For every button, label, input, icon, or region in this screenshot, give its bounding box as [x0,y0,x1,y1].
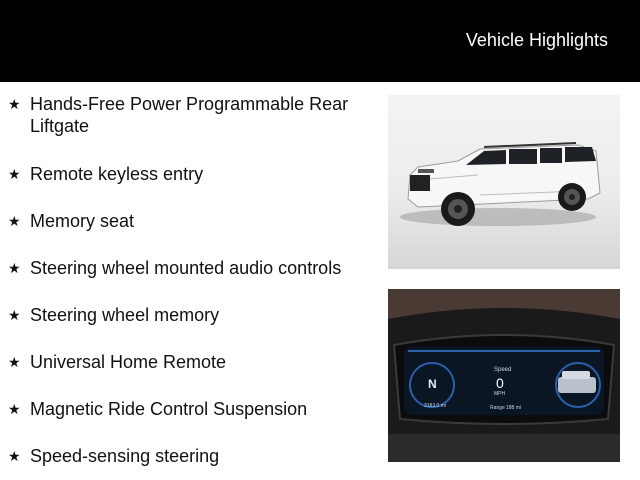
feature-label: Steering wheel memory [30,305,220,325]
star-bullet-icon: ★ [8,401,21,417]
star-bullet-icon: ★ [8,213,21,229]
feature-item [6,257,378,279]
feature-label: Steering wheel mounted audio controls [30,258,342,278]
feature-item [6,163,378,185]
gear-indicator: N [428,377,437,391]
star-bullet-icon: ★ [8,96,21,112]
feature-item [6,351,378,373]
star-bullet-icon: ★ [8,260,21,276]
feature-item [6,210,378,232]
instrument-cluster-photo [388,289,620,462]
instrument-cluster-illustration [388,289,620,462]
range-value: 188 mi [506,405,522,411]
feature-label: Universal Home Remote [30,352,227,372]
feature-item [6,93,378,137]
vehicle-exterior-photo [388,95,620,269]
speed-label: Speed [494,367,512,373]
feature-label: Speed-sensing steering [30,446,220,466]
page-title: Vehicle Highlights [465,30,608,50]
speed-value: 0 [496,375,504,391]
star-bullet-icon: ★ [8,166,21,182]
feature-item [6,445,378,467]
odometer: 3183.0 mi [424,403,446,409]
range-label: Range [490,405,505,411]
feature-label: Memory seat [30,211,135,231]
feature-label: Hands-Free Power Programmable Rear Liftgate [30,94,349,136]
feature-item [6,304,378,326]
feature-label: Magnetic Ride Control Suspension [30,399,308,419]
speed-unit: MPH [494,391,506,397]
white-suv-illustration [388,95,620,269]
feature-label: Remote keyless entry [30,164,204,184]
feature-item [6,398,378,420]
star-bullet-icon: ★ [8,307,21,323]
star-bullet-icon: ★ [8,448,21,464]
star-bullet-icon: ★ [8,354,21,370]
header-bar [0,0,640,82]
